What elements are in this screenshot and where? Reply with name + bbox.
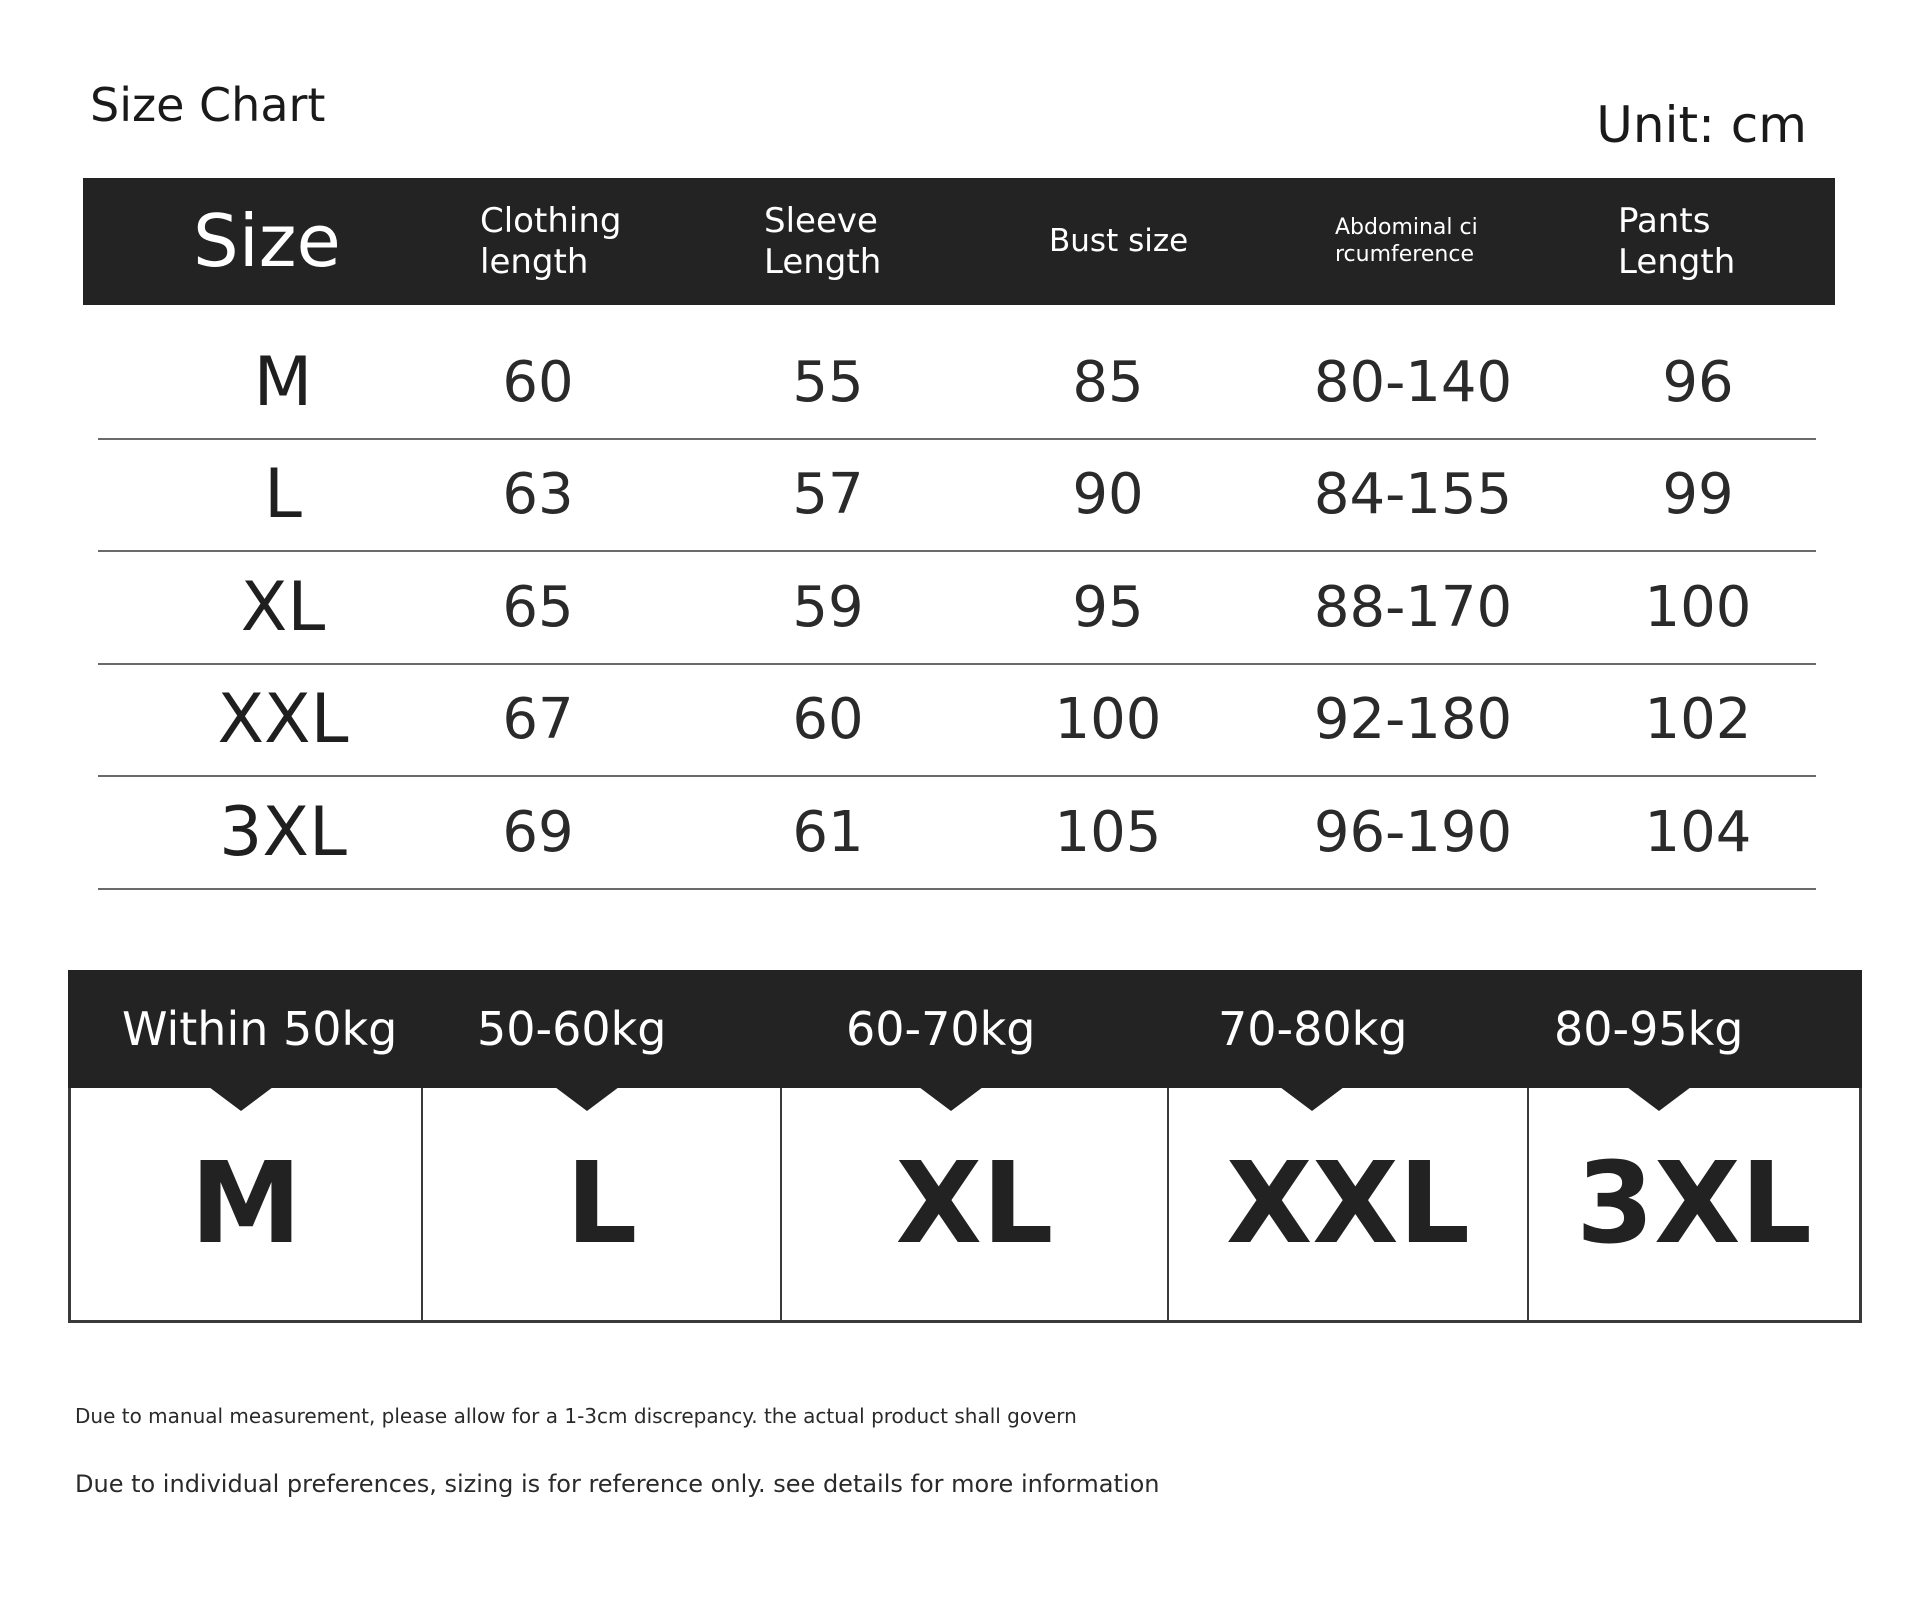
sleeve-length-cell: 60 xyxy=(792,687,864,752)
weight-label: 80-95kg xyxy=(1554,1002,1744,1056)
weight-size-cell: 3XL xyxy=(1576,1139,1812,1269)
header-size: Size xyxy=(193,199,341,284)
sleeve-length-cell: 55 xyxy=(792,349,864,415)
pants-length-cell: 104 xyxy=(1644,799,1752,865)
header-clothing-length: Clothing length xyxy=(480,200,622,282)
abdominal-cell: 88-170 xyxy=(1313,574,1513,640)
weight-size-cell: XXL xyxy=(1169,1088,1529,1320)
size-cell: XL xyxy=(240,567,326,647)
weight-body xyxy=(68,1088,1862,1323)
preference-note: Due to individual preferences, sizing is for reference only. see details for more information xyxy=(75,1470,1160,1498)
clothing-length-cell: 60 xyxy=(502,349,574,415)
bust-size-cell: 85 xyxy=(1072,349,1144,415)
weight-label: Within 50kg xyxy=(122,1002,398,1056)
size-table-body xyxy=(98,327,1816,890)
abdominal-cell: 96-190 xyxy=(1313,799,1513,865)
size-cell: XXL xyxy=(217,680,349,759)
abdominal-cell: 80-140 xyxy=(1313,349,1513,415)
abdominal-cell: 92-180 xyxy=(1313,687,1513,752)
weight-label: 60-70kg xyxy=(846,1002,1036,1056)
table-row xyxy=(98,440,1816,553)
clothing-length-cell: 63 xyxy=(502,462,574,527)
weight-size-cell: XL xyxy=(782,1088,1169,1320)
clothing-length-cell: 65 xyxy=(502,574,574,640)
header-abdominal-circumference: Abdominal circumference xyxy=(1335,215,1478,267)
clothing-length-cell: 69 xyxy=(502,799,574,865)
pants-length-cell: 96 xyxy=(1662,349,1734,415)
header-bust-size: Bust size xyxy=(1049,222,1189,259)
measurement-note: Due to manual measurement, please allow for a 1-3cm discrepancy. the actual product shall govern xyxy=(75,1404,1077,1428)
sleeve-length-cell: 61 xyxy=(792,799,864,865)
unit-label: Unit: cm xyxy=(1596,96,1807,154)
weight-label: 50-60kg xyxy=(477,1002,667,1056)
sleeve-length-cell: 59 xyxy=(792,574,864,640)
pants-length-cell: 100 xyxy=(1644,574,1752,640)
table-row xyxy=(98,552,1816,665)
weight-size-cell: M xyxy=(71,1088,423,1320)
table-row xyxy=(98,665,1816,778)
sleeve-length-cell: 57 xyxy=(792,462,864,527)
bust-size-cell: 90 xyxy=(1072,462,1144,527)
table-row xyxy=(98,327,1816,440)
header-sleeve-length: Sleeve Length xyxy=(764,200,882,282)
weight-size-table xyxy=(68,970,1862,1323)
weight-size-cell: L xyxy=(423,1088,782,1320)
weight-label: 70-80kg xyxy=(1218,1002,1408,1056)
pants-length-cell: 102 xyxy=(1644,687,1752,752)
bust-size-cell: 95 xyxy=(1072,574,1144,640)
bust-size-cell: 100 xyxy=(1054,687,1162,752)
bust-size-cell: 105 xyxy=(1054,799,1162,865)
page-title: Size Chart xyxy=(90,78,326,132)
size-cell: L xyxy=(264,455,302,534)
size-cell: M xyxy=(253,342,313,422)
table-row xyxy=(98,777,1816,890)
weight-header xyxy=(68,970,1862,1088)
size-table-header xyxy=(83,178,1835,305)
pants-length-cell: 99 xyxy=(1662,462,1734,527)
abdominal-cell: 84-155 xyxy=(1313,462,1513,527)
header-pants-length: Pants Length xyxy=(1618,200,1736,282)
clothing-length-cell: 67 xyxy=(502,687,574,752)
size-cell: 3XL xyxy=(219,792,347,872)
